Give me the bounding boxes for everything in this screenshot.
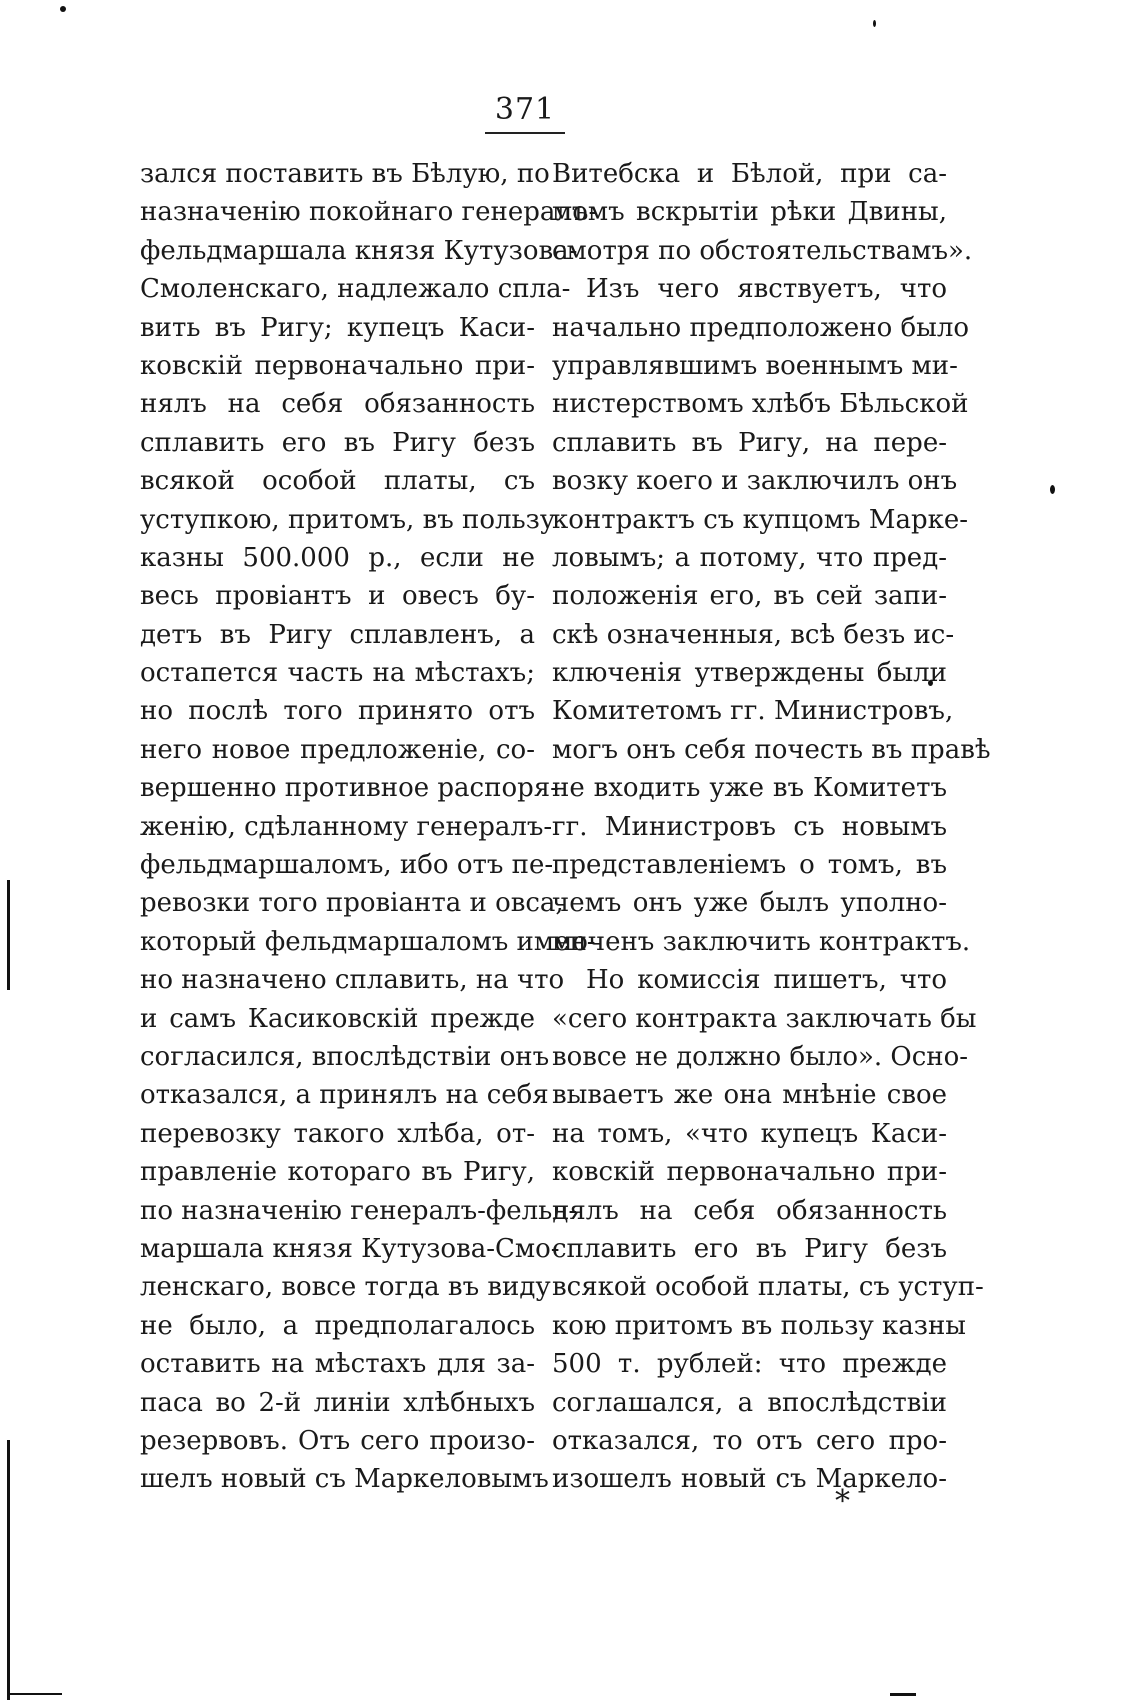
text-line: нялъ на себя обязанность (552, 1195, 947, 1226)
text-line: отказался, то отъ сего про- (552, 1425, 947, 1456)
text-line: фельдмаршаломъ, ибо отъ пе- (140, 850, 554, 881)
text-line: скѣ означенныя, всѣ безъ ис- (552, 619, 955, 650)
text-line: возку коего и заключилъ онъ (552, 466, 958, 497)
text-line: вываетъ же она мнѣніе свое (552, 1080, 947, 1111)
text-line: на томъ, «что купецъ Каси- (552, 1118, 947, 1149)
text-line: него новое предложеніе, со- (140, 734, 535, 765)
page-number: 371 (494, 92, 556, 127)
text-line: не входить уже въ Комитетъ (552, 773, 947, 804)
text-line: кою притомъ въ пользу казны (552, 1310, 966, 1341)
text-line: уступкою, притомъ, въ пользу (140, 504, 556, 535)
text-line: гг. Министровъ съ новымъ (552, 811, 947, 842)
text-line: не было, а предполагалось (140, 1310, 535, 1341)
text-line: «сего контракта заключать бы (552, 1003, 977, 1034)
text-line: паса во 2-й линіи хлѣбныхъ (140, 1387, 535, 1418)
text-line: маршала князя Кутузова-Смо- (140, 1233, 560, 1264)
page-number-rule (485, 132, 565, 134)
margin-scan-bar (7, 1440, 10, 1700)
text-line: положенія его, въ сей запи- (552, 581, 947, 612)
text-line: соглашался, а впослѣдствіи (552, 1387, 947, 1418)
right-column (552, 155, 991, 1499)
text-line: Комитетомъ гг. Министровъ, (552, 696, 954, 727)
text-line: 500 т. рублей: что прежде (552, 1349, 947, 1380)
paragraph-start-line: Изъ чего явствуетъ, что (586, 274, 947, 305)
text-line: представленіемъ о томъ, въ (552, 850, 947, 881)
text-line: моченъ заключить контрактъ. (552, 926, 971, 957)
text-line: перевозку такого хлѣба, от- (140, 1118, 535, 1149)
text-line: который фельдмаршаломъ имен- (140, 926, 596, 957)
signature-mark: * (835, 1484, 850, 1519)
text-line: но послѣ того принято отъ (140, 696, 535, 727)
text-line: и самъ Касиковскій прежде (140, 1003, 535, 1034)
text-line: всякой особой платы, съ (140, 466, 535, 497)
text-line: момъ вскрытіи рѣки Двины, (552, 197, 947, 228)
text-line: контрактъ съ купцомъ Марке- (552, 504, 969, 535)
text-line: согласился, впослѣдствіи онъ (140, 1041, 550, 1072)
text-line: вовсе не должно было». Осно- (552, 1041, 969, 1072)
text-line: могъ онъ себя почесть въ правѣ (552, 734, 991, 765)
paragraph-start-line: Но комиссія пишетъ, что (586, 965, 947, 996)
text-line: ревозки того провіанта и овса, (140, 888, 564, 919)
text-line: фельдмаршала князя Кутузова- (140, 235, 578, 266)
text-line: ковскій первоначально при- (552, 1157, 947, 1188)
margin-scan-bar (7, 880, 10, 990)
text-line: управлявшимъ военнымъ ми- (552, 350, 958, 381)
text-line: сплавить его въ Ригу безъ (140, 427, 535, 458)
text-line: изошелъ новый съ Маркело- (552, 1464, 947, 1495)
text-line: смотря по обстоятельствамъ». (552, 235, 973, 266)
text-line: детъ въ Ригу сплавленъ, а (140, 619, 535, 650)
scan-speck (1050, 485, 1055, 494)
text-line: ковскій первоначально при- (140, 350, 535, 381)
bottom-scan-rule (7, 1693, 62, 1695)
text-line: Витебска и Бѣлой, при са- (552, 159, 947, 189)
text-line: шелъ новый съ Маркеловымъ (140, 1464, 549, 1495)
text-line: остапется часть на мѣстахъ; (140, 658, 535, 689)
text-line: нистерствомъ хлѣбъ Бѣльской (552, 389, 969, 420)
text-line: ленскаго, вовсе тогда въ виду (140, 1272, 551, 1303)
text-line: зался поставить въ Бѣлую, по (140, 159, 550, 189)
text-line: казны 500.000 р., если не (140, 542, 535, 573)
bottom-scan-rule (890, 1693, 916, 1696)
text-line: вершенно противное распоря- (140, 773, 559, 804)
text-line: женію, сдѣланному генералъ- (140, 811, 553, 842)
text-line: оставить на мѣстахъ для за- (140, 1349, 535, 1380)
text-line: сплавить въ Ригу, на пере- (552, 427, 947, 458)
text-line: резервовъ. Отъ сего произо- (140, 1425, 535, 1456)
text-line: весь провіантъ и овесъ бу- (140, 581, 535, 612)
text-line: но назначено сплавить, на что (140, 965, 565, 996)
text-line: назначенію покойнаго генералъ- (140, 197, 598, 228)
text-line: Смоленскаго, надлежало спла- (140, 274, 571, 305)
text-line: ключенія утверждены были (552, 658, 947, 689)
scan-speck (60, 6, 66, 12)
text-line: вить въ Ригу; купецъ Каси- (140, 312, 535, 343)
text-line: чемъ онъ уже былъ уполно- (552, 888, 947, 919)
text-line: ловымъ; а потому, что пред- (552, 542, 947, 573)
text-line: нялъ на себя обязанность (140, 389, 535, 420)
scan-speck (873, 20, 876, 27)
text-line: всякой особой платы, съ уступ- (552, 1272, 984, 1303)
left-column (140, 155, 598, 1499)
text-line: правленіе котораго въ Ригу, (140, 1157, 535, 1188)
text-line: по назначенію генералъ-фельд- (140, 1195, 578, 1226)
text-line: начально предположено было (552, 312, 970, 343)
text-line: сплавить его въ Ригу безъ (552, 1233, 947, 1264)
text-line: отказался, а принялъ на себя (140, 1080, 549, 1111)
